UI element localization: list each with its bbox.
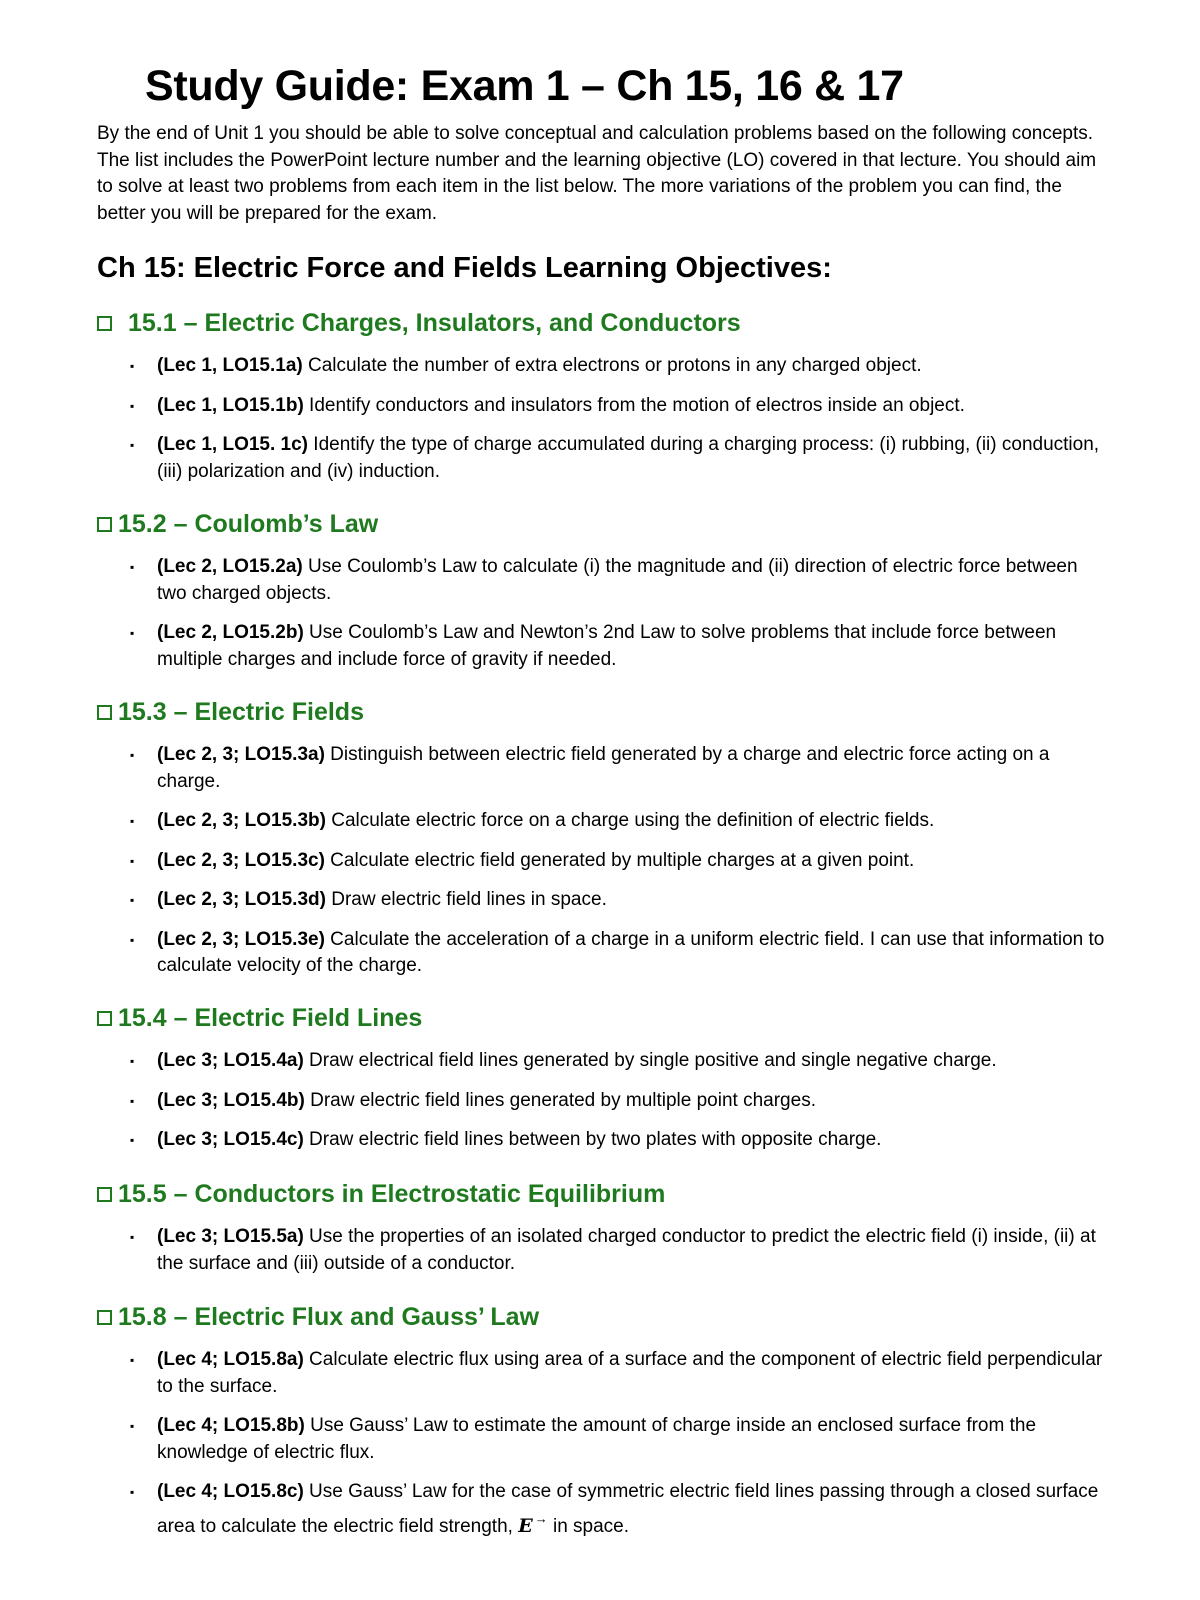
intro-paragraph: By the end of Unit 1 you should be able to solve conceptual and calculation problems based on the following concepts. The list includes the PowerPoint lecture number and the learning objective (LO) covered in that lecture. You should aim to solve at least two problems from each item in the list below. The more variations of the problem you can find, the better you will be prepared for the exam. [97,123,1097,224]
section-heading [97,309,1107,338]
objective-label: (Lec 1, LO15. 1c) [157,434,309,455]
objective-list [97,353,1107,485]
section-15-3 [97,698,1107,993]
objective-text: Use the properties of an isolated charged conductor to predict the electric field (i) inside, (ii) at the surface and (iii) outside of a conductor. [157,1226,1096,1274]
section-15-4 [97,1004,1107,1167]
bullet-icon: ▪ [130,814,135,828]
objective-list [97,742,1107,980]
section-heading [97,1303,1107,1332]
section-heading [97,1180,1107,1209]
objective-label: (Lec 3; LO15.4c) [157,1129,304,1150]
objective-list [97,1048,1107,1154]
checkbox-icon [97,316,112,331]
list-item [97,620,1107,673]
chapter-heading: Ch 15: Electric Force and Fields Learning Objectives: [97,252,832,284]
checkbox-icon [97,705,112,720]
objective-text: Calculate electric field generated by multiple charges at a given point. [324,849,915,871]
bullet-icon: ▪ [130,560,135,574]
list-item [97,393,1107,420]
checkbox-icon [97,1310,112,1325]
bullet-icon: ▪ [130,932,135,947]
list-item [97,1224,1107,1277]
objective-text: Use Coulomb’s Law to calculate (i) the magnitude and (ii) direction of electric force between two charged objects. [157,556,1078,604]
bullet-icon: ▪ [130,438,135,452]
bullet-icon: ▪ [130,853,135,868]
bullet-icon: ▪ [130,893,135,907]
objective-text: Calculate the acceleration of a charge in a uniform electric field. I can use that information to calculate velocity of the charge. [157,928,1105,976]
section-15-2 [97,510,1107,686]
objective-label: (Lec 2, 3; LO15.3c) [157,849,325,871]
bullet-icon: ▪ [130,398,135,413]
objective-text: Calculate electric flux using area of a surface and the component of electric field perpendicular to the surface. [157,1349,1103,1397]
bullet-icon: ▪ [130,748,135,762]
objective-label: (Lec 2, 3; LO15.3a) [157,744,325,765]
vector-arrow-icon: → [534,1510,548,1526]
section-heading [97,510,1107,539]
objective-list [97,554,1107,673]
section-heading [97,698,1107,727]
checkbox-icon [97,517,112,532]
bullet-icon: ▪ [130,1054,135,1068]
objective-text: Draw electric field lines generated by multiple point charges. [304,1089,816,1111]
list-item [97,848,1107,875]
objective-label: (Lec 2, 3; LO15.3b) [157,810,326,831]
objective-text: Draw electric field lines in space. [325,889,607,910]
section-title: 15.4 – Electric Field Lines [118,1004,423,1032]
objective-label: (Lec 1, LO15.1b) [157,394,304,416]
section-title: 15.2 – Coulomb’s Law [118,510,379,538]
objective-text: Use Gauss’ Law to estimate the amount of charge inside an enclosed surface from the knowledge of electric flux. [157,1415,1037,1463]
objective-label: (Lec 4; LO15.8a) [157,1349,304,1370]
list-item [97,554,1107,607]
electric-field-symbol: E [518,1514,533,1537]
objective-text: Draw electric field lines between by two plates with opposite charge. [303,1129,882,1150]
objective-text: Use Gauss’ Law for the case of symmetric electric field lines passing through a closed surface area to calculate the electric field strength, [157,1481,1099,1537]
bullet-icon: ▪ [130,1485,135,1499]
list-item [97,808,1107,835]
bullet-icon: ▪ [130,359,135,373]
objective-list [97,1224,1107,1277]
objective-text: Calculate electric force on a charge using the definition of electric fields. [325,810,935,831]
objective-text: Draw electrical field lines generated by single positive and single negative charge. [303,1050,997,1071]
objective-label: (Lec 4; LO15.8b) [157,1415,305,1436]
objective-label: (Lec 3; LO15.4a) [157,1050,304,1071]
section-15-5 [97,1180,1107,1290]
objective-text: Identify conductors and insulators from the motion of electros inside an object. [303,394,965,416]
objective-list [97,1347,1107,1540]
bullet-icon: ▪ [130,1230,135,1244]
list-item [97,1088,1107,1115]
section-heading [97,1004,1107,1033]
section-15-8 [97,1303,1107,1553]
bullet-icon: ▪ [130,1419,135,1433]
objective-label: (Lec 2, LO15.2a) [157,556,303,577]
objective-label: (Lec 1, LO15.1a) [157,355,303,376]
bullet-icon: ▪ [130,1353,135,1367]
list-item [97,432,1107,485]
objective-text-end: in space. [547,1515,630,1537]
page-title: Study Guide: Exam 1 – Ch 15, 16 & 17 [145,62,904,110]
objective-label: (Lec 2, 3; LO15.3e) [157,928,325,950]
list-item [97,887,1107,914]
objective-text: Calculate the number of extra electrons or protons in any charged object. [302,355,922,376]
checkbox-icon [97,1011,112,1026]
list-item [97,1347,1107,1400]
bullet-icon: ▪ [130,1133,135,1147]
objective-label: (Lec 3; LO15.4b) [157,1089,305,1111]
objective-label: (Lec 3; LO15.5a) [157,1226,304,1247]
objective-label: (Lec 2, LO15.2b) [157,622,304,643]
list-item [97,1048,1107,1075]
list-item [97,1127,1107,1154]
list-item [97,1413,1107,1466]
objective-label: (Lec 4; LO15.8c) [157,1481,304,1502]
list-item [97,353,1107,380]
section-title: 15.8 – Electric Flux and Gauss’ Law [118,1303,540,1331]
section-title: 15.3 – Electric Fields [118,698,364,726]
checkbox-icon [97,1187,112,1202]
objective-text: Identify the type of charge accumulated during a charging process: (i) rubbing, (ii) conduction, (iii) polarization and (iv) induction. [157,434,1100,482]
bullet-icon: ▪ [130,1093,135,1108]
section-title: 15.1 – Electric Charges, Insulators, and Conductors [128,309,741,337]
bullet-icon: ▪ [130,626,135,640]
objective-label: (Lec 2, 3; LO15.3d) [157,889,326,910]
objective-text: Distinguish between electric field generated by a charge and electric force acting on a charge. [157,744,1050,792]
list-item [97,927,1107,980]
objective-text: Use Coulomb’s Law and Newton’s 2nd Law to solve problems that include force between multiple charges and include force of gravity if needed. [157,622,1057,670]
list-item [97,1479,1107,1540]
list-item [97,742,1107,795]
section-title: 15.5 – Conductors in Electrostatic Equilibrium [118,1180,666,1208]
section-15-1 [97,309,1107,498]
